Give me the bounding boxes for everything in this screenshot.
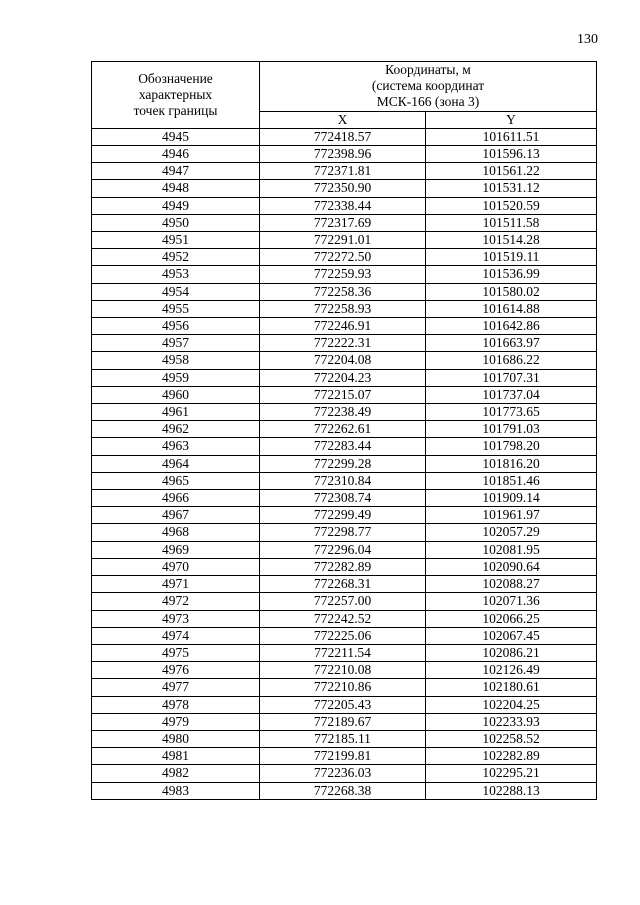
cell-point-id: 4974 xyxy=(92,627,260,644)
cell-y: 101816.20 xyxy=(426,455,597,472)
table-body xyxy=(92,128,597,799)
cell-x: 772222.31 xyxy=(260,335,426,352)
cell-x: 772210.08 xyxy=(260,662,426,679)
cell-x: 772350.90 xyxy=(260,180,426,197)
cell-point-id: 4969 xyxy=(92,541,260,558)
cell-y: 102081.95 xyxy=(426,541,597,558)
cell-point-id: 4960 xyxy=(92,386,260,403)
cell-y: 102126.49 xyxy=(426,662,597,679)
table-row xyxy=(92,335,597,352)
table-row xyxy=(92,180,597,197)
cell-y: 102288.13 xyxy=(426,782,597,799)
header-point-line: Обозначение xyxy=(138,70,213,86)
table-row xyxy=(92,627,597,644)
table-row xyxy=(92,197,597,214)
cell-point-id: 4970 xyxy=(92,558,260,575)
cell-y: 102071.36 xyxy=(426,593,597,610)
cell-x: 772246.91 xyxy=(260,318,426,335)
cell-point-id: 4971 xyxy=(92,576,260,593)
cell-y: 101737.04 xyxy=(426,386,597,403)
cell-y: 101514.28 xyxy=(426,232,597,249)
cell-point-id: 4962 xyxy=(92,421,260,438)
table-row xyxy=(92,283,597,300)
cell-point-id: 4977 xyxy=(92,679,260,696)
table-row xyxy=(92,593,597,610)
cell-y: 102088.27 xyxy=(426,576,597,593)
cell-point-id: 4978 xyxy=(92,696,260,713)
cell-point-id: 4947 xyxy=(92,163,260,180)
cell-point-id: 4982 xyxy=(92,765,260,782)
cell-x: 772283.44 xyxy=(260,438,426,455)
cell-x: 772282.89 xyxy=(260,558,426,575)
cell-y: 102180.61 xyxy=(426,679,597,696)
cell-y: 101773.65 xyxy=(426,404,597,421)
cell-y: 101663.97 xyxy=(426,335,597,352)
cell-y: 101851.46 xyxy=(426,472,597,489)
cell-x: 772310.84 xyxy=(260,472,426,489)
cell-y: 101536.99 xyxy=(426,266,597,283)
table-row xyxy=(92,386,597,403)
cell-x: 772272.50 xyxy=(260,249,426,266)
table-row xyxy=(92,662,597,679)
table-row xyxy=(92,438,597,455)
table-row xyxy=(92,713,597,730)
cell-point-id: 4957 xyxy=(92,335,260,352)
cell-x: 772189.67 xyxy=(260,713,426,730)
cell-point-id: 4945 xyxy=(92,128,260,145)
cell-point-id: 4980 xyxy=(92,730,260,747)
cell-x: 772215.07 xyxy=(260,386,426,403)
cell-point-id: 4946 xyxy=(92,146,260,163)
cell-point-id: 4953 xyxy=(92,266,260,283)
cell-x: 772296.04 xyxy=(260,541,426,558)
table-row xyxy=(92,748,597,765)
cell-point-id: 4954 xyxy=(92,283,260,300)
table-row xyxy=(92,318,597,335)
cell-y: 102295.21 xyxy=(426,765,597,782)
header-point-designation xyxy=(92,62,260,129)
table-row xyxy=(92,128,597,145)
cell-point-id: 4968 xyxy=(92,524,260,541)
table-row xyxy=(92,455,597,472)
table-row xyxy=(92,558,597,575)
cell-x: 772298.77 xyxy=(260,524,426,541)
cell-x: 772299.28 xyxy=(260,455,426,472)
header-y: Y xyxy=(426,111,597,128)
cell-y: 102258.52 xyxy=(426,730,597,747)
cell-x: 772268.31 xyxy=(260,576,426,593)
cell-x: 772308.74 xyxy=(260,490,426,507)
cell-y: 101520.59 xyxy=(426,197,597,214)
cell-point-id: 4983 xyxy=(92,782,260,799)
cell-x: 772258.93 xyxy=(260,300,426,317)
table-row xyxy=(92,730,597,747)
cell-y: 102067.45 xyxy=(426,627,597,644)
cell-point-id: 4955 xyxy=(92,300,260,317)
coordinates-table xyxy=(91,61,597,800)
table-row xyxy=(92,404,597,421)
cell-x: 772317.69 xyxy=(260,214,426,231)
header-coords-line: МСК-166 (зона 3) xyxy=(376,94,480,110)
cell-y: 101791.03 xyxy=(426,421,597,438)
cell-y: 102066.25 xyxy=(426,610,597,627)
cell-y: 101596.13 xyxy=(426,146,597,163)
table-row xyxy=(92,576,597,593)
cell-y: 101707.31 xyxy=(426,369,597,386)
cell-x: 772299.49 xyxy=(260,507,426,524)
cell-y: 102086.21 xyxy=(426,644,597,661)
table-row xyxy=(92,146,597,163)
cell-y: 101611.51 xyxy=(426,128,597,145)
cell-y: 101511.58 xyxy=(426,214,597,231)
table-row xyxy=(92,610,597,627)
table-row xyxy=(92,524,597,541)
header-point-line: точек границы xyxy=(133,103,218,118)
cell-x: 772291.01 xyxy=(260,232,426,249)
table-row xyxy=(92,214,597,231)
header-coords-line: (система координат xyxy=(371,78,485,94)
cell-y: 102204.25 xyxy=(426,696,597,713)
cell-point-id: 4976 xyxy=(92,662,260,679)
cell-x: 772257.00 xyxy=(260,593,426,610)
cell-x: 772236.03 xyxy=(260,765,426,782)
cell-point-id: 4958 xyxy=(92,352,260,369)
cell-y: 102057.29 xyxy=(426,524,597,541)
cell-point-id: 4952 xyxy=(92,249,260,266)
cell-point-id: 4973 xyxy=(92,610,260,627)
table-row xyxy=(92,644,597,661)
table-row xyxy=(92,490,597,507)
cell-point-id: 4963 xyxy=(92,438,260,455)
cell-x: 772238.49 xyxy=(260,404,426,421)
cell-y: 101519.11 xyxy=(426,249,597,266)
cell-point-id: 4981 xyxy=(92,748,260,765)
cell-point-id: 4975 xyxy=(92,644,260,661)
cell-x: 772204.23 xyxy=(260,369,426,386)
cell-point-id: 4964 xyxy=(92,455,260,472)
cell-point-id: 4948 xyxy=(92,180,260,197)
table-row xyxy=(92,541,597,558)
cell-point-id: 4965 xyxy=(92,472,260,489)
cell-x: 772418.57 xyxy=(260,128,426,145)
cell-point-id: 4956 xyxy=(92,318,260,335)
cell-y: 101531.12 xyxy=(426,180,597,197)
table-row xyxy=(92,266,597,283)
table-row xyxy=(92,249,597,266)
table-row xyxy=(92,300,597,317)
cell-point-id: 4959 xyxy=(92,369,260,386)
cell-x: 772211.54 xyxy=(260,644,426,661)
cell-point-id: 4979 xyxy=(92,713,260,730)
table-row xyxy=(92,782,597,799)
cell-x: 772204.08 xyxy=(260,352,426,369)
cell-point-id: 4949 xyxy=(92,197,260,214)
cell-point-id: 4951 xyxy=(92,232,260,249)
header-x: X xyxy=(260,111,426,128)
cell-point-id: 4967 xyxy=(92,507,260,524)
cell-x: 772371.81 xyxy=(260,163,426,180)
table-row xyxy=(92,696,597,713)
cell-y: 101614.88 xyxy=(426,300,597,317)
cell-y: 101909.14 xyxy=(426,490,597,507)
cell-x: 772262.61 xyxy=(260,421,426,438)
cell-x: 772258.36 xyxy=(260,283,426,300)
table-row xyxy=(92,507,597,524)
table-row xyxy=(92,369,597,386)
header-coordinates xyxy=(260,62,597,112)
cell-x: 772268.38 xyxy=(260,782,426,799)
cell-y: 101642.86 xyxy=(426,318,597,335)
cell-x: 772259.93 xyxy=(260,266,426,283)
table-row xyxy=(92,232,597,249)
cell-y: 102282.89 xyxy=(426,748,597,765)
table-row xyxy=(92,352,597,369)
cell-y: 101961.97 xyxy=(426,507,597,524)
cell-x: 772185.11 xyxy=(260,730,426,747)
cell-x: 772210.86 xyxy=(260,679,426,696)
table-row xyxy=(92,421,597,438)
table-row xyxy=(92,679,597,696)
cell-point-id: 4972 xyxy=(92,593,260,610)
cell-x: 772199.81 xyxy=(260,748,426,765)
table-row xyxy=(92,765,597,782)
cell-x: 772398.96 xyxy=(260,146,426,163)
cell-point-id: 4950 xyxy=(92,214,260,231)
header-point-line: характерных xyxy=(138,86,213,102)
cell-y: 101686.22 xyxy=(426,352,597,369)
header-coords-line: Координаты, м xyxy=(385,62,471,77)
cell-y: 101580.02 xyxy=(426,283,597,300)
cell-point-id: 4966 xyxy=(92,490,260,507)
cell-point-id: 4961 xyxy=(92,404,260,421)
cell-y: 101561.22 xyxy=(426,163,597,180)
cell-x: 772205.43 xyxy=(260,696,426,713)
table-row xyxy=(92,472,597,489)
page-number: 130 xyxy=(577,32,598,47)
cell-y: 102233.93 xyxy=(426,713,597,730)
table-row xyxy=(92,163,597,180)
cell-y: 102090.64 xyxy=(426,558,597,575)
cell-x: 772225.06 xyxy=(260,627,426,644)
cell-x: 772338.44 xyxy=(260,197,426,214)
cell-x: 772242.52 xyxy=(260,610,426,627)
cell-y: 101798.20 xyxy=(426,438,597,455)
